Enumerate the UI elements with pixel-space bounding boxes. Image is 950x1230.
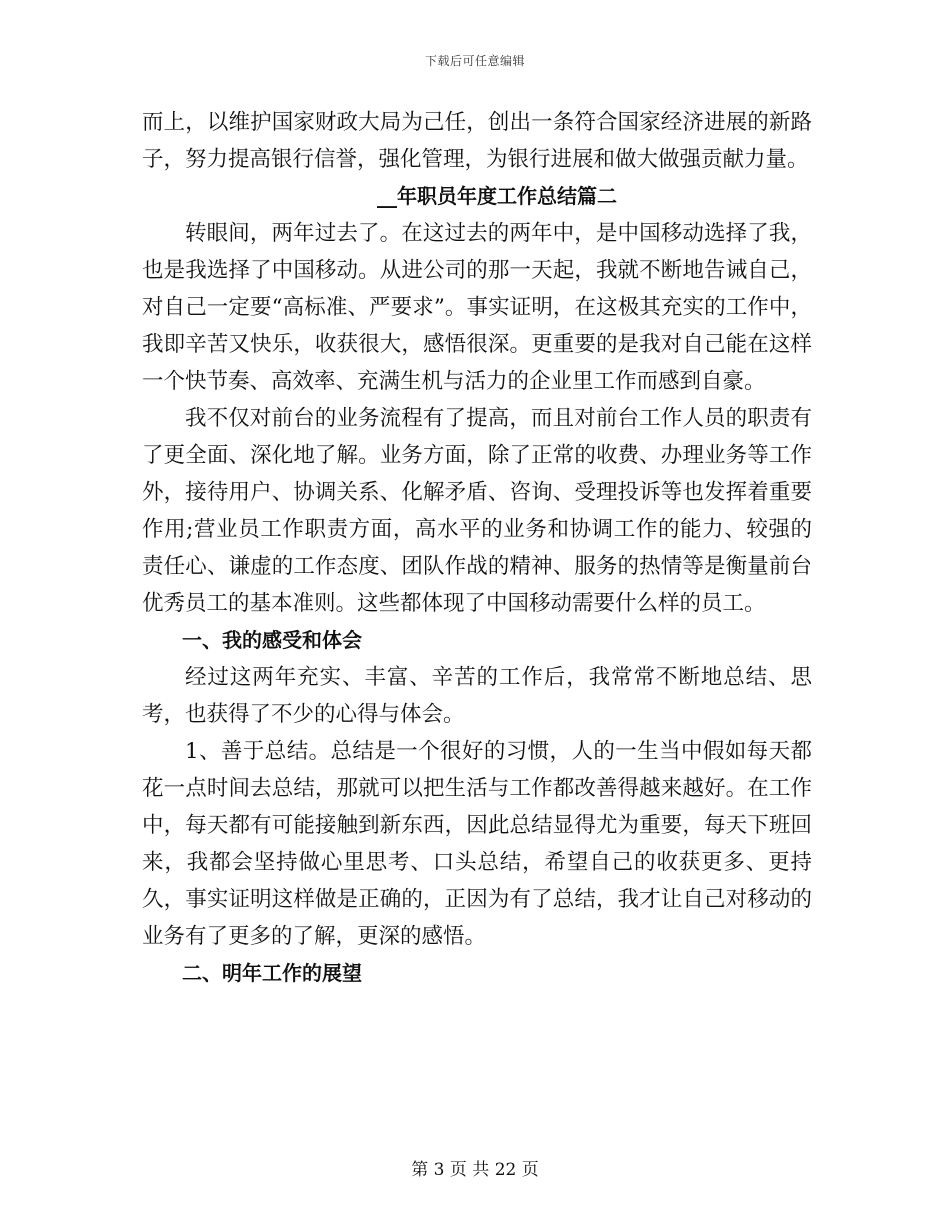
body-paragraph: 经过这两年充实、丰富、辛苦的工作后，我常常不断地总结、思考，也获得了不少的心得与体会。 [142,665,812,727]
body-paragraph: 转眼间，两年过去了。在这过去的两年中，是中国移动选择了我，也是我选择了中国移动。从进公司的那一天起，我就不断地告诫自己，对自己一定要“高标准、严要求”。事实证明，在这极其充实的工作中，我即辛苦又快乐，收获很大，感悟很深。更重要的是我对自己能在这样一个快节奏、高效率、充满生机与活力的企业里工作而感到自豪。 [142,221,812,394]
body-paragraph: 我不仅对前台的业务流程有了提高，而且对前台工作人员的职责有了更全面、深化地了解。业务方面，除了正常的收费、办理业务等工作外，接待用户、协调关系、化解矛盾、咨询、受理投诉等也发挥着重要作用;营业员工作职责方面，高水平的业务和协调工作的能力、较强的责任心、谦虚的工作态度、团队作战的精神、服务的热情等是衡量前台优秀员工的基本准则。这些都体现了中国移动需要什么样的员工。 [142,406,812,616]
page-number: 第 3 页 共 22 页 [411,1160,539,1180]
section-heading-2: 二、明年工作的展望 [182,961,362,985]
header-note: 下载后可任意编辑 [424,54,525,68]
body-paragraph: 1、善于总结。总结是一个很好的习惯，人的一生当中假如每天都花一点时间去总结，那就可以把生活与工作都改善得越来越好。在工作中，每天都有可能接触到新东西，因此总结显得尤为重要，每天下班回来，我都会坚持做心里思考、口头总结，希望自己的收获更多、更持久，事实证明这样做是正确的，正因为有了总结，我才让自己对移动的业务有了更多的了解，更深的感悟。 [142,739,812,949]
document-body [142,104,812,992]
continuation-paragraph: 而上，以维护国家财政大局为己任，创出一条符合国家经济进展的新路子，努力提高银行信誉，强化管理，为银行进展和做大做强贡献力量。 [142,110,812,172]
section-heading-1: 一、我的感受和体会 [182,628,362,652]
section-title: __年职员年度工作总结篇二 [377,184,617,208]
